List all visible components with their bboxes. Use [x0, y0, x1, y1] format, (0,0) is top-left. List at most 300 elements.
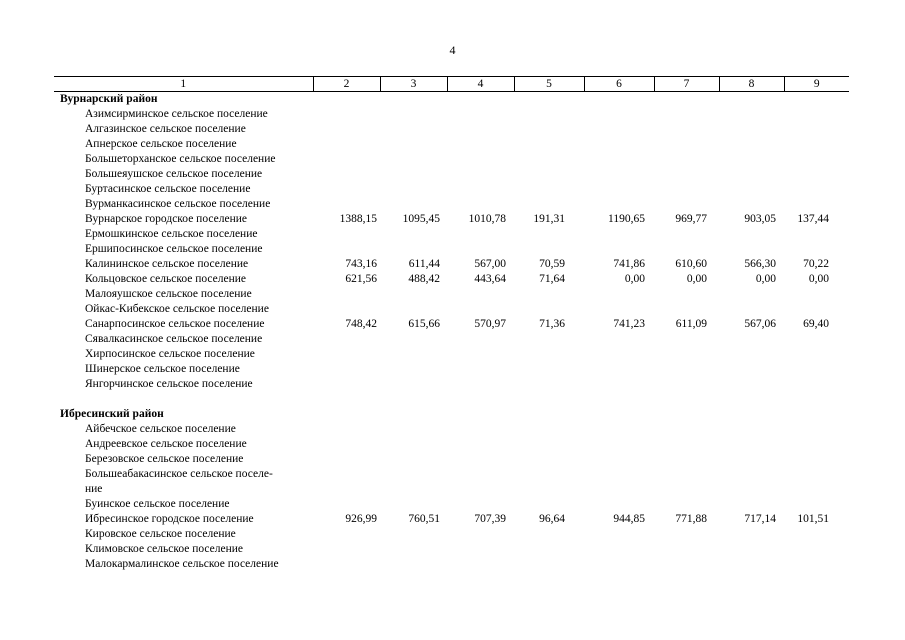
value-cell: [380, 377, 447, 392]
value-cell: [584, 152, 654, 167]
value-cell: [313, 362, 380, 377]
value-cell: 0,00: [755, 273, 776, 285]
value-cell: [514, 182, 584, 197]
column-header: 9: [784, 77, 849, 92]
value-cell: [380, 152, 447, 167]
value-cell: [654, 197, 719, 212]
column-header: 3: [380, 77, 447, 92]
value-cell: [313, 332, 380, 347]
value-cell: [654, 182, 719, 197]
value-cell: [447, 227, 514, 242]
table-row: [54, 317, 849, 332]
value-cell: [380, 422, 447, 437]
settlement-name: Ершипосинское сельское поселение: [85, 243, 263, 255]
table-body: [54, 92, 849, 573]
data-table: [54, 76, 849, 572]
value-cell: [447, 242, 514, 257]
value-cell: [313, 467, 380, 482]
value-cell: [380, 227, 447, 242]
table-row: [54, 557, 849, 572]
value-cell: [784, 302, 849, 317]
value-cell: [784, 182, 849, 197]
value-cell: [584, 122, 654, 137]
value-cell: [514, 122, 584, 137]
value-cell: [784, 227, 849, 242]
value-cell: [654, 452, 719, 467]
column-header: 6: [584, 77, 654, 92]
value-cell: [380, 122, 447, 137]
column-header: 8: [719, 77, 784, 92]
settlement-name: Ибресинское городское поселение: [85, 513, 254, 525]
settlement-name: Малояушское сельское поселение: [85, 288, 252, 300]
value-cell: [313, 107, 380, 122]
table-row: [54, 287, 849, 302]
value-cell: [313, 152, 380, 167]
value-cell: [719, 467, 784, 482]
settlement-name: Кировское сельское поселение: [85, 528, 236, 540]
value-cell: [380, 182, 447, 197]
value-cell: [784, 137, 849, 152]
value-cell: [514, 227, 584, 242]
value-cell: [584, 182, 654, 197]
column-header: 2: [313, 77, 380, 92]
settlement-name: Янгорчинское сельское поселение: [85, 378, 253, 390]
value-cell: [514, 347, 584, 362]
value-cell: [447, 557, 514, 572]
value-cell: [784, 167, 849, 182]
table-row: [54, 467, 849, 482]
settlement-name: Ермошкинское сельское поселение: [85, 228, 258, 240]
settlement-name: Буртасинское сельское поселение: [85, 183, 251, 195]
value-cell: [584, 437, 654, 452]
district-name: Вурнарский район: [60, 93, 158, 105]
value-cell: 969,77: [675, 213, 707, 225]
district-row: [54, 92, 849, 108]
table-row: [54, 122, 849, 137]
value-cell: [784, 452, 849, 467]
value-cell: [719, 557, 784, 572]
value-cell: [584, 137, 654, 152]
settlement-name: Большеяушское сельское поселение: [85, 168, 263, 180]
value-cell: [654, 527, 719, 542]
value-cell: [654, 287, 719, 302]
value-cell: [719, 437, 784, 452]
value-cell: 137,44: [797, 213, 829, 225]
table-row: [54, 227, 849, 242]
value-cell: [654, 437, 719, 452]
value-cell: 1010,78: [468, 213, 506, 225]
value-cell: [380, 287, 447, 302]
value-cell: [719, 107, 784, 122]
value-cell: 610,60: [675, 258, 707, 270]
value-cell: [514, 542, 584, 557]
table-row: [54, 152, 849, 167]
value-cell: [313, 227, 380, 242]
value-cell: [784, 557, 849, 572]
value-cell: [784, 467, 849, 482]
settlement-name: Сявалкасинское сельское поселение: [85, 333, 263, 345]
value-cell: 1095,45: [402, 213, 440, 225]
value-cell: [447, 182, 514, 197]
table-row: [54, 377, 849, 392]
table-row: [54, 362, 849, 377]
table-row: [54, 482, 849, 497]
value-cell: 611,09: [675, 318, 707, 330]
value-cell: 443,64: [474, 273, 506, 285]
value-cell: 903,05: [744, 213, 776, 225]
settlement-name: Буинское сельское поселение: [85, 498, 230, 510]
value-cell: [654, 302, 719, 317]
settlement-name: Березовское сельское поселение: [85, 453, 244, 465]
value-cell: [654, 332, 719, 347]
value-cell: [313, 347, 380, 362]
value-cell: [447, 167, 514, 182]
column-header: 1: [54, 77, 313, 92]
value-cell: [514, 167, 584, 182]
value-cell: [380, 137, 447, 152]
value-cell: [654, 377, 719, 392]
value-cell: [313, 482, 380, 497]
value-cell: [584, 527, 654, 542]
value-cell: [719, 497, 784, 512]
settlement-name: Алгазинское сельское поселение: [85, 123, 246, 135]
value-cell: 944,85: [613, 513, 645, 525]
value-cell: [719, 287, 784, 302]
value-cell: [447, 482, 514, 497]
settlement-name: Большеторханское сельское поселение: [85, 153, 276, 165]
value-cell: [380, 467, 447, 482]
value-cell: [313, 437, 380, 452]
table-row: [54, 452, 849, 467]
value-cell: [784, 287, 849, 302]
value-cell: 96,64: [539, 513, 565, 525]
value-cell: [514, 482, 584, 497]
value-cell: [313, 557, 380, 572]
value-cell: 101,51: [797, 513, 829, 525]
value-cell: [584, 332, 654, 347]
value-cell: [584, 197, 654, 212]
table-row: [54, 302, 849, 317]
value-cell: 71,36: [539, 318, 565, 330]
value-cell: 71,64: [539, 273, 565, 285]
settlement-name: ние: [85, 483, 103, 495]
value-cell: [380, 557, 447, 572]
value-cell: [380, 197, 447, 212]
value-cell: [447, 107, 514, 122]
value-cell: [380, 332, 447, 347]
table-row: [54, 527, 849, 542]
settlement-name: Андреевское сельское поселение: [85, 438, 247, 450]
value-cell: [784, 107, 849, 122]
column-header: 7: [654, 77, 719, 92]
value-cell: [784, 497, 849, 512]
table-row: [54, 212, 849, 227]
settlement-name: Ойкас-Кибекское сельское поселение: [85, 303, 269, 315]
value-cell: [514, 332, 584, 347]
settlement-name: Хирпосинское сельское поселение: [85, 348, 255, 360]
settlement-name: Азимсирминское сельское поселение: [85, 108, 268, 120]
value-cell: [784, 422, 849, 437]
value-cell: [514, 107, 584, 122]
value-cell: [313, 137, 380, 152]
value-cell: 1190,65: [608, 213, 645, 225]
settlement-name: Вурманкасинское сельское поселение: [85, 198, 271, 210]
settlement-name: Вурнарское городское поселение: [85, 213, 247, 225]
table-row: [54, 542, 849, 557]
value-cell: [654, 137, 719, 152]
value-cell: [584, 167, 654, 182]
value-cell: 1388,15: [339, 213, 377, 225]
value-cell: [380, 242, 447, 257]
value-cell: [380, 452, 447, 467]
value-cell: [313, 122, 380, 137]
table-row: [54, 422, 849, 437]
value-cell: [719, 242, 784, 257]
value-cell: [654, 422, 719, 437]
value-cell: [447, 452, 514, 467]
value-cell: [584, 467, 654, 482]
value-cell: 741,86: [613, 258, 645, 270]
value-cell: [313, 497, 380, 512]
value-cell: [514, 362, 584, 377]
settlement-name: Малокармалинское сельское поселение: [85, 558, 279, 570]
value-cell: [313, 242, 380, 257]
value-cell: 570,97: [474, 318, 506, 330]
value-cell: 191,31: [533, 213, 565, 225]
value-cell: [447, 122, 514, 137]
district-row: [54, 407, 849, 422]
value-cell: [719, 422, 784, 437]
value-cell: [784, 542, 849, 557]
value-cell: 707,39: [474, 513, 506, 525]
value-cell: [447, 542, 514, 557]
value-cell: [654, 152, 719, 167]
value-cell: 760,51: [408, 513, 440, 525]
value-cell: [584, 542, 654, 557]
value-cell: [514, 197, 584, 212]
value-cell: [313, 422, 380, 437]
value-cell: [380, 362, 447, 377]
value-cell: 488,42: [408, 273, 440, 285]
value-cell: [313, 197, 380, 212]
value-cell: [719, 542, 784, 557]
value-cell: [584, 422, 654, 437]
value-cell: [784, 437, 849, 452]
value-cell: [447, 377, 514, 392]
settlement-name: Айбечское сельское поселение: [85, 423, 236, 435]
value-cell: [719, 362, 784, 377]
value-cell: [584, 377, 654, 392]
settlement-name: Кольцовское сельское поселение: [85, 273, 247, 285]
value-cell: 567,00: [474, 258, 506, 270]
value-cell: [447, 137, 514, 152]
value-cell: [447, 362, 514, 377]
value-cell: 717,14: [744, 513, 776, 525]
value-cell: [719, 347, 784, 362]
value-cell: [654, 482, 719, 497]
value-cell: [313, 527, 380, 542]
value-cell: [784, 362, 849, 377]
table-row: [54, 197, 849, 212]
value-cell: [447, 152, 514, 167]
value-cell: [514, 437, 584, 452]
value-cell: 69,40: [803, 318, 829, 330]
value-cell: [447, 497, 514, 512]
column-header: 4: [447, 77, 514, 92]
value-cell: [584, 302, 654, 317]
value-cell: [654, 347, 719, 362]
table-row: [54, 437, 849, 452]
value-cell: [784, 152, 849, 167]
settlement-name: Апнерское сельское поселение: [85, 138, 237, 150]
value-cell: [380, 527, 447, 542]
value-cell: [447, 197, 514, 212]
value-cell: [654, 122, 719, 137]
value-cell: [380, 167, 447, 182]
value-cell: [514, 422, 584, 437]
value-cell: [313, 452, 380, 467]
value-cell: [514, 137, 584, 152]
value-cell: [514, 452, 584, 467]
value-cell: [514, 527, 584, 542]
table-row: [54, 257, 849, 272]
value-cell: [447, 302, 514, 317]
value-cell: 748,42: [345, 318, 377, 330]
value-cell: [514, 287, 584, 302]
value-cell: [654, 497, 719, 512]
value-cell: [654, 167, 719, 182]
value-cell: 566,30: [744, 258, 776, 270]
table-row: [54, 497, 849, 512]
settlement-name: Шинерское сельское поселение: [85, 363, 240, 375]
settlement-name: Калининское сельское поселение: [85, 258, 249, 270]
column-header: 5: [514, 77, 584, 92]
value-cell: [584, 287, 654, 302]
value-cell: [380, 482, 447, 497]
table-row: [54, 272, 849, 287]
value-cell: [784, 347, 849, 362]
value-cell: [447, 467, 514, 482]
value-cell: [719, 152, 784, 167]
page-number: 4: [449, 43, 456, 57]
value-cell: [514, 557, 584, 572]
value-cell: 0,00: [624, 273, 645, 285]
value-cell: [313, 287, 380, 302]
value-cell: 611,44: [408, 258, 440, 270]
table-row: [54, 107, 849, 122]
value-cell: [313, 542, 380, 557]
value-cell: [514, 152, 584, 167]
value-cell: 621,56: [345, 273, 377, 285]
value-cell: [719, 137, 784, 152]
value-cell: [584, 482, 654, 497]
value-cell: [719, 122, 784, 137]
value-cell: 743,16: [345, 258, 377, 270]
value-cell: [784, 527, 849, 542]
value-cell: 615,66: [408, 318, 440, 330]
value-cell: 771,88: [675, 513, 707, 525]
value-cell: [514, 242, 584, 257]
value-cell: [584, 362, 654, 377]
value-cell: [584, 497, 654, 512]
value-cell: [447, 527, 514, 542]
table-row: [54, 137, 849, 152]
value-cell: [654, 362, 719, 377]
value-cell: 926,99: [345, 513, 377, 525]
settlement-name: Санарпосинское сельское поселение: [85, 318, 265, 330]
settlement-name: Большеабакасинское сельское поселе-: [85, 468, 273, 480]
value-cell: [584, 227, 654, 242]
value-cell: [719, 197, 784, 212]
value-cell: 0,00: [686, 273, 707, 285]
value-cell: 0,00: [808, 273, 829, 285]
value-cell: [719, 527, 784, 542]
value-cell: [784, 482, 849, 497]
value-cell: [719, 377, 784, 392]
value-cell: [654, 227, 719, 242]
value-cell: [514, 377, 584, 392]
value-cell: [654, 557, 719, 572]
value-cell: 741,23: [613, 318, 645, 330]
value-cell: [380, 542, 447, 557]
value-cell: [313, 377, 380, 392]
value-cell: [784, 122, 849, 137]
value-cell: [313, 302, 380, 317]
value-cell: [584, 347, 654, 362]
table-row: [54, 512, 849, 527]
value-cell: [380, 302, 447, 317]
value-cell: [654, 467, 719, 482]
value-cell: [380, 347, 447, 362]
value-cell: 70,59: [539, 258, 565, 270]
value-cell: [719, 227, 784, 242]
table-row: [54, 167, 849, 182]
value-cell: [784, 332, 849, 347]
value-cell: [784, 377, 849, 392]
value-cell: [719, 302, 784, 317]
value-cell: [654, 542, 719, 557]
value-cell: [514, 467, 584, 482]
value-cell: [654, 107, 719, 122]
value-cell: [514, 497, 584, 512]
value-cell: [719, 482, 784, 497]
table-row: [54, 347, 849, 362]
value-cell: [380, 497, 447, 512]
spacer-row: [54, 392, 849, 407]
value-cell: [584, 452, 654, 467]
value-cell: [719, 332, 784, 347]
value-cell: [654, 242, 719, 257]
table-row: [54, 182, 849, 197]
value-cell: [584, 242, 654, 257]
value-cell: [313, 167, 380, 182]
value-cell: [447, 287, 514, 302]
value-cell: 567,06: [744, 318, 776, 330]
value-cell: [584, 107, 654, 122]
district-name: Ибресинский район: [60, 408, 164, 420]
value-cell: [784, 242, 849, 257]
value-cell: [313, 182, 380, 197]
value-cell: [447, 332, 514, 347]
settlement-name: Климовское сельское поселение: [85, 543, 244, 555]
value-cell: [719, 167, 784, 182]
table-row: [54, 242, 849, 257]
value-cell: [514, 302, 584, 317]
value-cell: [784, 197, 849, 212]
value-cell: [719, 182, 784, 197]
value-cell: [719, 452, 784, 467]
value-cell: [584, 557, 654, 572]
